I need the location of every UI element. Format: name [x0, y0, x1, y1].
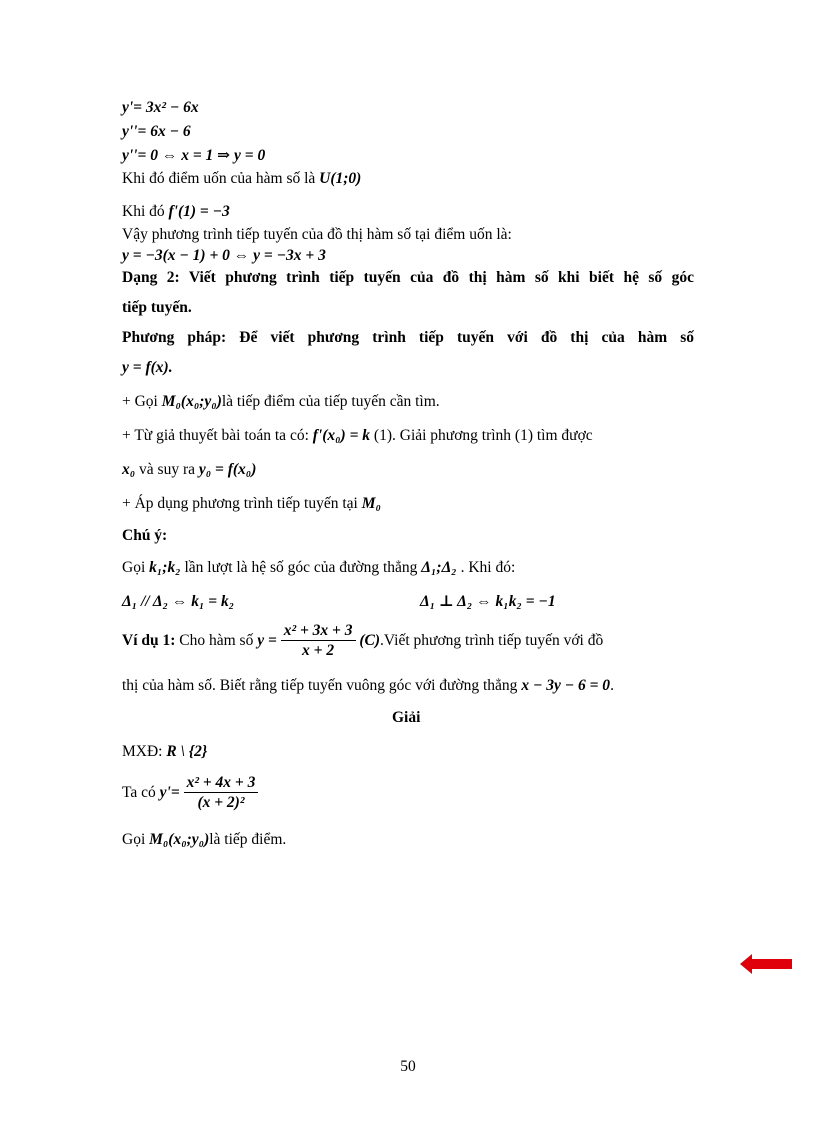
derivative-lhs: y'=: [159, 784, 180, 802]
slope-at-inflection-line: [122, 202, 230, 222]
note-slopes: k₁;k₂: [149, 559, 181, 576]
step-3: [122, 494, 381, 514]
slope-text: Khi đó: [122, 203, 169, 220]
tangent-point: M₀(x₀;y₀): [149, 831, 210, 848]
step-2-cont: [122, 460, 256, 480]
example-line-2-text: thị của hàm số. Biết rằng tiếp tuyến vuông góc với đường thẳng: [122, 677, 522, 694]
note-lines: Δ₁;Δ₂: [421, 559, 457, 576]
derivative-line: [122, 774, 258, 813]
section-heading: Dạng 2: Viết phương trình tiếp tuyến của đồ thị hàm số khi biết hệ số góc: [122, 269, 694, 286]
step-1: [122, 392, 440, 412]
example-line-1: [122, 622, 603, 661]
perpendicular-condition: Δ₁ ⊥ Δ₂ ⇔ k₁k₂ = −1: [420, 593, 556, 610]
step-2: [122, 426, 593, 446]
note-title: Chú ý:: [122, 527, 168, 544]
domain-label: MXĐ:: [122, 743, 167, 760]
solution-title: Giải: [392, 709, 421, 726]
step-2-text-end: (1). Giải phương trình (1) tìm được: [370, 427, 593, 444]
example-line-2: [122, 676, 614, 696]
step-1-text-end: là tiếp điểm của tiếp tuyến cần tìm.: [221, 393, 440, 410]
step-2-y0: y₀ = f(x₀): [198, 461, 257, 478]
domain-line: [122, 742, 207, 762]
method-function: y = f(x).: [122, 359, 173, 376]
parallel-condition: Δ₁ // Δ₂ ⇔ k₁ = k₂: [122, 593, 235, 610]
derivative-denominator: (x + 2)²: [197, 794, 245, 811]
example-text-end: .Viết phương trình tiếp tuyến với đồ: [380, 632, 604, 650]
step-2-x0: x₀: [122, 461, 136, 478]
step-3-math: M₀: [361, 495, 381, 512]
step-2-cont-text: và suy ra: [135, 461, 199, 478]
left-arrow-shape: [740, 954, 792, 974]
derivative-numerator: x² + 4x + 3: [184, 774, 259, 793]
eq-second-derivative: y''= 6x − 6: [122, 123, 191, 140]
function-numerator: x² + 3x + 3: [281, 622, 356, 641]
function-denominator: x + 2: [302, 642, 335, 659]
example-line-2-end: .: [610, 677, 614, 694]
page-number: 50: [400, 1058, 416, 1075]
method-heading: Phương pháp: Để viết phương trình tiếp tuyến với đồ thị của hàm số: [122, 329, 694, 346]
tangent-point-end: là tiếp điểm.: [209, 831, 287, 848]
left-arrow-icon[interactable]: [740, 954, 792, 974]
function-lhs: y =: [257, 632, 277, 650]
inflection-point-line: [122, 169, 361, 189]
step-3-text: + Áp dụng phương trình tiếp tuyến tại: [122, 495, 362, 512]
slope-value: f'(1) = −3: [168, 203, 230, 220]
conclusion-text: Vậy phương trình tiếp tuyến của đồ thị hàm số tại điểm uốn là:: [122, 226, 512, 243]
tangent-equation: y = −3(x − 1) + 0 ⇔ y = −3x + 3: [122, 247, 326, 264]
note-line: [122, 558, 515, 578]
note-text: Gọi: [122, 559, 150, 576]
example-label: Ví dụ 1:: [122, 632, 176, 650]
inflection-point: U(1;0): [319, 170, 362, 187]
derivative-fraction: [184, 774, 259, 813]
section-heading-cont: tiếp tuyến.: [122, 299, 192, 316]
given-line: x − 3y − 6 = 0: [521, 677, 611, 694]
inflection-text: Khi đó điểm uốn của hàm số là: [122, 170, 320, 187]
function-fraction: [281, 622, 356, 661]
example-text: Cho hàm số: [175, 632, 258, 650]
derivative-label: Ta có: [122, 784, 160, 802]
step-1-text: + Gọi: [122, 393, 162, 410]
domain-value: R \ {2}: [166, 743, 208, 760]
step-1-math: M₀(x₀;y₀): [161, 393, 222, 410]
curve-label: (C): [359, 632, 381, 650]
tangent-point-text: Gọi: [122, 831, 150, 848]
step-2-text: + Từ giả thuyết bài toán ta có:: [122, 427, 313, 444]
note-text-end: . Khi đó:: [456, 559, 516, 576]
eq-first-derivative: y'= 3x² − 6x: [122, 99, 199, 116]
eq-inflection-solve: y''= 0 ⇔ x = 1 ⇒ y = 0: [122, 147, 266, 164]
tangent-point-line: [122, 830, 286, 850]
step-2-math: f'(x₀) = k: [312, 427, 371, 444]
note-text-mid: lần lượt là hệ số góc của đường thẳng: [180, 559, 422, 576]
